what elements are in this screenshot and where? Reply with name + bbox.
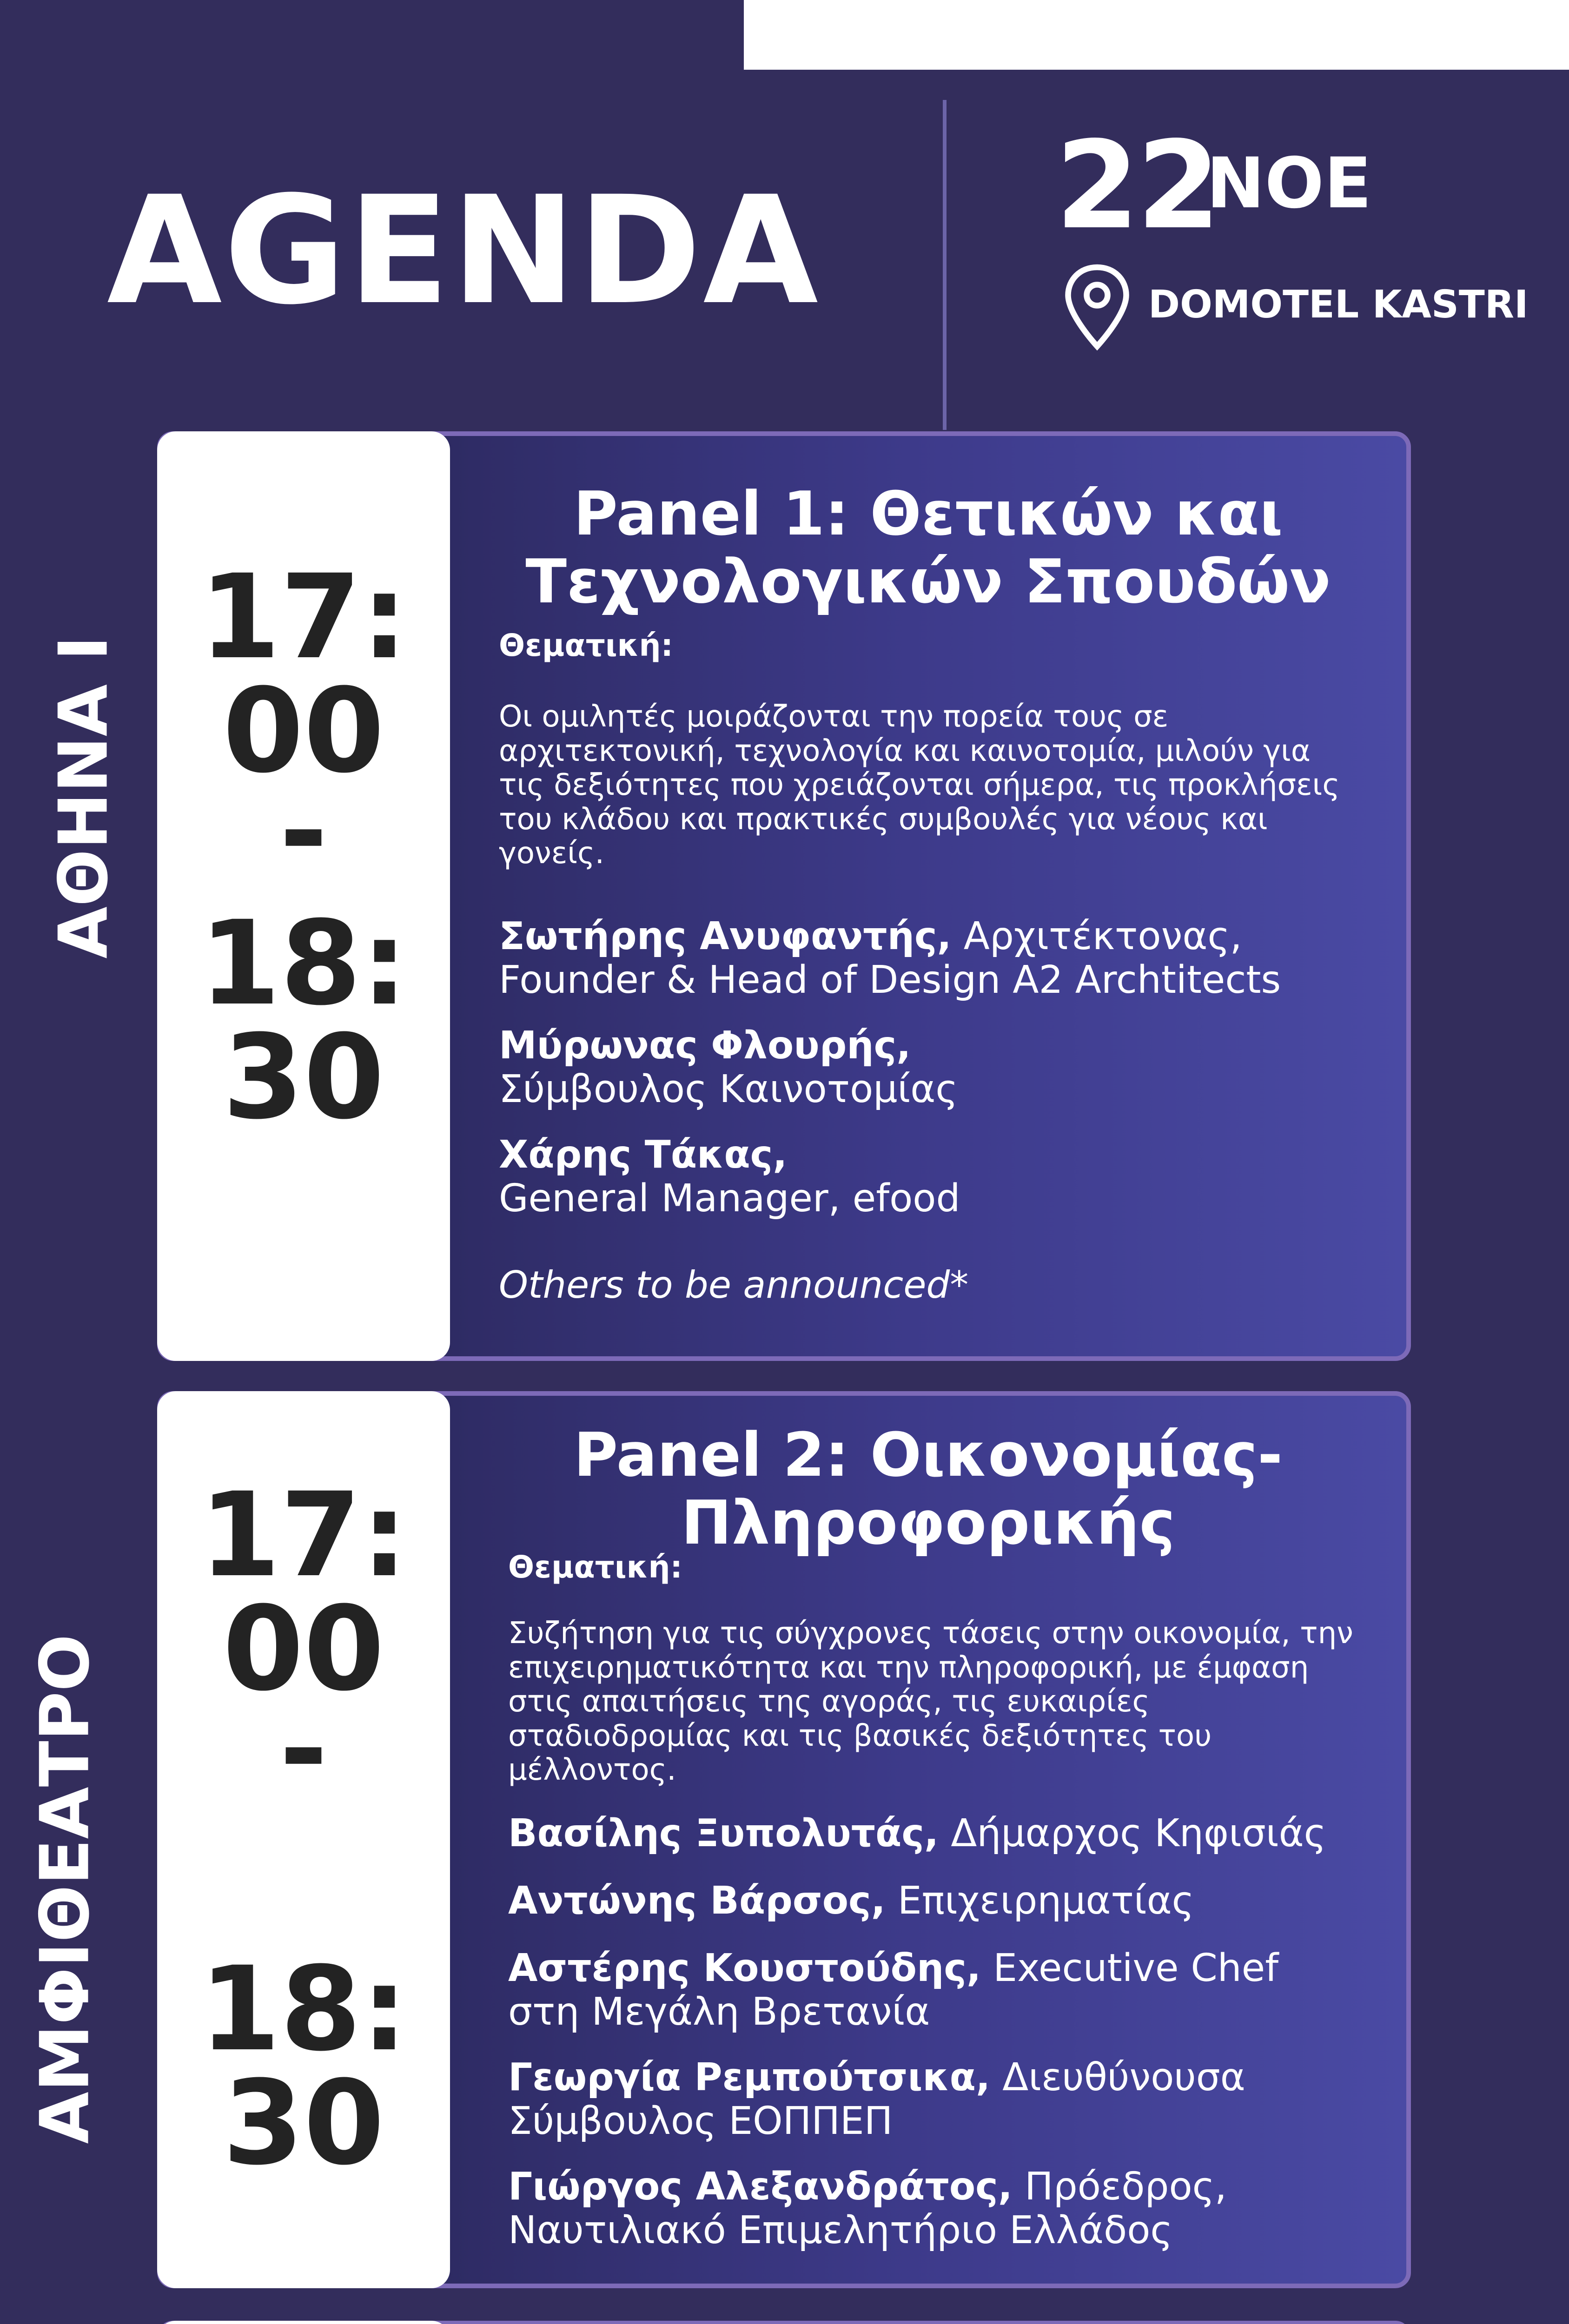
- time-start-hour: 17:: [199, 549, 408, 685]
- speaker-role: Founder & Head of Design A2 Archtitects: [499, 958, 1281, 1003]
- time-box: [157, 431, 450, 1361]
- thema-label: Θεματική:: [508, 1549, 682, 1585]
- panel-description: [499, 700, 1340, 871]
- time-box: [157, 1391, 450, 2288]
- time-end-hour: 18:: [199, 896, 408, 1031]
- speaker-role: Σύμβουλος Καινοτομίας: [499, 1067, 958, 1112]
- speaker: [499, 915, 1281, 1003]
- time-start-min: 00: [223, 663, 384, 799]
- description-line: γονείς.: [499, 836, 604, 871]
- speaker-name: Χάρης Τάκας,: [499, 1133, 788, 1177]
- event-month: ΝΟΕ: [1206, 143, 1372, 224]
- time-end-min: 30: [223, 2055, 384, 2191]
- map-pin-icon: [1062, 263, 1132, 351]
- speaker-role: Executive Chef: [981, 1946, 1279, 1990]
- speaker-name: Αντώνης Βάρσος,: [508, 1879, 886, 1923]
- panel-description: [508, 1617, 1353, 1788]
- speaker: [508, 2165, 1227, 2253]
- speaker-name: Γιώργος Αλεξανδράτος,: [508, 2165, 1013, 2209]
- speaker: [499, 1133, 960, 1221]
- thema-label: Θεματική:: [499, 627, 673, 663]
- speaker-name: Αστέρης Κουστούδης,: [508, 1946, 981, 1990]
- panel-title: [487, 1421, 1369, 1557]
- description-line: Οι ομιλητές μοιράζονται την πορεία τους σε: [499, 700, 1169, 734]
- panel-card: [157, 431, 1411, 1361]
- speaker-role: Αρχιτέκτονας,: [951, 914, 1242, 958]
- panel-title-line: Panel 1: Θετικών και: [573, 478, 1283, 549]
- speaker: [499, 1024, 958, 1112]
- speaker-name: Μύρωνας Φλουρής,: [499, 1023, 911, 1068]
- speaker: [508, 1879, 1194, 1923]
- speaker: [508, 2056, 1245, 2144]
- speaker-role: Επιχειρηματίας: [885, 1879, 1194, 1923]
- time-end-min: 30: [223, 1010, 384, 1145]
- speaker-role: Διευθύνουσα: [990, 2055, 1245, 2100]
- event-day: 22: [1055, 116, 1218, 256]
- speaker-role: Ναυτιλιακό Επιμελητήριο Ελλάδος: [508, 2208, 1173, 2253]
- panel-title-line: Τεχνολογικών Σπουδών: [525, 546, 1331, 617]
- description-line: στις απαιτήσεις της αγοράς, τις ευκαιρίες: [508, 1684, 1150, 1719]
- time-start-min: 00: [223, 1581, 384, 1717]
- panel-title: [487, 480, 1369, 615]
- speaker: [508, 1812, 1326, 1855]
- speaker-role: Δήμαρχος Κηφισιάς: [939, 1811, 1326, 1855]
- time-end-hour: 18:: [199, 1941, 408, 2077]
- room-label: ΑΘΗΝΑ Ι: [44, 635, 123, 959]
- description-line: του κλάδου και πρακτικές συμβουλές για νέους και: [499, 802, 1268, 837]
- description-line: σταδιοδρομίας και τις βασικές δεξιότητες του: [508, 1718, 1212, 1753]
- speaker-role: στη Μεγάλη Βρετανία: [508, 1990, 930, 2034]
- speaker-name: Βασίλης Ξυπολυτάς,: [508, 1811, 939, 1855]
- panel-title-line: Panel 2: Οικονομίας-: [573, 1419, 1283, 1490]
- time-dash: -: [279, 1681, 328, 1816]
- description-line: αρχιτεκτονική, τεχνολογία και καινοτομία, μιλούν για: [499, 733, 1311, 768]
- description-line: μέλλοντος.: [508, 1753, 676, 1788]
- top-white-band: [744, 0, 1569, 70]
- description-line: επιχειρηματικότητα και την πληροφορική, με έμφαση: [508, 1650, 1309, 1685]
- speaker: [508, 1947, 1278, 2034]
- venue-name: DOMOTEL KASTRI: [1148, 283, 1529, 327]
- time-dash: -: [279, 763, 328, 898]
- break-card: [157, 2321, 1411, 2324]
- speaker-name: Γεωργία Ρεμπούτσικα,: [508, 2055, 991, 2100]
- panel-card: [157, 1391, 1411, 2288]
- time-start-hour: 17:: [199, 1467, 408, 1603]
- speaker-role: Πρόεδρος,: [1012, 2165, 1227, 2209]
- panel-title-line: Πληροφορικής: [681, 1487, 1175, 1558]
- page-title: AGENDA: [107, 165, 820, 337]
- header-divider: [943, 100, 947, 430]
- speaker-role: General Manager, efood: [499, 1176, 960, 1221]
- room-label: ΑΜΦΙΘΕΑΤΡΟ: [26, 1634, 105, 2144]
- break-time-box: [157, 2321, 450, 2324]
- speaker-name: Σωτήρης Ανυφαντής,: [499, 914, 952, 958]
- speaker-role: Σύμβουλος ΕΟΠΠΕΠ: [508, 2099, 893, 2144]
- description-line: τις δεξιότητες που χρειάζονται σήμερα, τις προκλήσεις: [499, 768, 1340, 803]
- announce-note: Others to be announced*: [499, 1263, 969, 1307]
- description-line: Συζήτηση για τις σύγχρονες τάσεις στην οικονομία, την: [508, 1616, 1353, 1651]
